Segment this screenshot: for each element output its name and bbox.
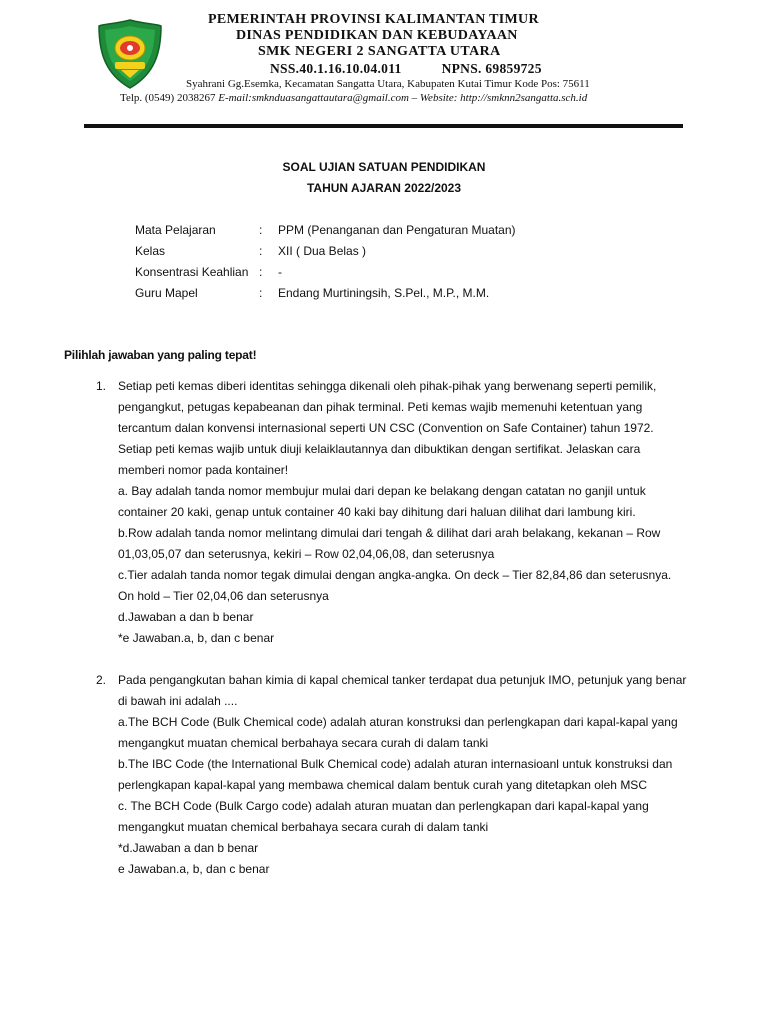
east-kalimantan-province-emblem-icon <box>97 18 163 90</box>
info-label: Mata Pelajaran <box>135 223 216 237</box>
letterhead-nss: NSS.40.1.16.10.04.011 <box>270 61 402 76</box>
info-colon: : <box>259 286 263 300</box>
answer-option: e Jawaban.a, b, dan c benar <box>118 862 270 876</box>
question-number: 2. <box>96 673 107 687</box>
info-value: XII ( Dua Belas ) <box>278 244 367 258</box>
answer-option: d.Jawaban a dan b benar <box>118 610 254 624</box>
answer-option: On hold – Tier 02,04,06 dan seterusnya <box>118 589 329 603</box>
exam-title: SOAL UJIAN SATUAN PENDIDIKAN <box>282 160 486 174</box>
letterhead-divider <box>84 124 683 128</box>
info-value: PPM (Penanganan dan Pengaturan Muatan) <box>278 223 516 237</box>
letterhead-school-name: SMK NEGERI 2 SANGATTA UTARA <box>258 44 501 59</box>
answer-option: mengangkut muatan chemical berbahaya secara curah di dalam tanki <box>118 820 489 834</box>
info-label: Kelas <box>135 244 166 258</box>
question-line: pengangkut, petugas kepabeanan dan pihak terminal. Peti kemas wajib memenuhi ketentuan yang <box>118 400 643 414</box>
answer-option-correct: *e Jawaban.a, b, dan c benar <box>118 631 275 645</box>
answer-option: perlengkapan kapal-kapal yang membawa chemical dalam bentuk curah yang ditetapkan oleh MSC <box>118 778 647 792</box>
question-number: 1. <box>96 379 107 393</box>
answer-option: c.Tier adalah tanda nomor tegak dimulai dengan angka-angka. On deck – Tier 82,84,86 dan seterusnya. <box>118 568 672 582</box>
info-value: - <box>278 265 282 279</box>
info-colon: : <box>259 244 263 258</box>
question-line: Setiap peti kemas diberi identitas sehingga dikenali oleh pihak-pihak yang berwenang seperti pemilik, <box>118 379 657 393</box>
question-line: Setiap peti kemas wajib untuk diuji kelaiklautannya dan dibuktikan dengan sertifikat. Jelaskan cara <box>118 442 641 456</box>
letterhead-contact <box>120 92 587 104</box>
answer-option: container 20 kaki, genap untuk container 40 kaki bay dihitung dari haluan dilihat dari lambung kiri. <box>118 505 636 519</box>
answer-option: b.Row adalah tanda nomor melintang dimulai dari tengah & dilihat dari arah belakang, kekanan – Row <box>118 526 661 540</box>
info-label: Konsentrasi Keahlian <box>135 265 249 279</box>
answer-option: mengangkut muatan chemical berbahaya secara curah di dalam tanki <box>118 736 489 750</box>
letterhead-phone: Telp. (0549) 2038267 <box>120 92 219 104</box>
letterhead-government: PEMERINTAH PROVINSI KALIMANTAN TIMUR <box>208 12 539 27</box>
answer-option: c. The BCH Code (Bulk Cargo code) adalah aturan muatan dan perlengkapan dari kapal-kapal yang <box>118 799 649 813</box>
letterhead-department: DINAS PENDIDIKAN DAN KEBUDAYAAN <box>236 28 518 43</box>
question-line: memberi nomor pada kontainer! <box>118 463 289 477</box>
answer-option: b.The IBC Code (the International Bulk Chemical code) adalah aturan internasioanl untuk konstruksi dan <box>118 757 673 771</box>
letterhead-address: Syahrani Gg.Esemka, Kecamatan Sangatta Utara, Kabupaten Kutai Timur Kode Pos: 75611 <box>186 78 590 90</box>
answer-option: a.The BCH Code (Bulk Chemical code) adalah aturan konstruksi dan perlengkapan dari kapal-kapal yang <box>118 715 678 729</box>
question-line: tercantum dalan konvensi internasional seperti UN CSC (Convention on Safe Container) tahun 1972. <box>118 421 654 435</box>
answer-option-correct: *d.Jawaban a dan b benar <box>118 841 259 855</box>
question-line: Pada pengangkutan bahan kimia di kapal chemical tanker terdapat dua petunjuk IMO, petunjuk yang benar <box>118 673 687 687</box>
instruction: Pilihlah jawaban yang paling tepat! <box>64 348 257 362</box>
info-label: Guru Mapel <box>135 286 198 300</box>
answer-option: 01,03,05,07 dan seterusnya, kekiri – Row 02,04,06,08, dan seterusnya <box>118 547 495 561</box>
answer-option: a. Bay adalah tanda nomor membujur mulai dari depan ke belakang dengan catatan no ganjil untuk <box>118 484 646 498</box>
letterhead-email-website: E-mail:smknduasangattautara@gmail.com – Website: http://smknn2sangatta.sch.id <box>218 92 588 104</box>
letterhead-identifiers <box>270 61 542 77</box>
exam-academic-year: TAHUN AJARAN 2022/2023 <box>306 181 462 195</box>
question-line: di bawah ini adalah .... <box>118 694 238 708</box>
info-value: Endang Murtiningsih, S.Pel., M.P., M.M. <box>278 286 490 300</box>
info-colon: : <box>259 265 263 279</box>
letterhead-npsn: NPNS. 69859725 <box>441 61 542 76</box>
info-colon: : <box>259 223 263 237</box>
